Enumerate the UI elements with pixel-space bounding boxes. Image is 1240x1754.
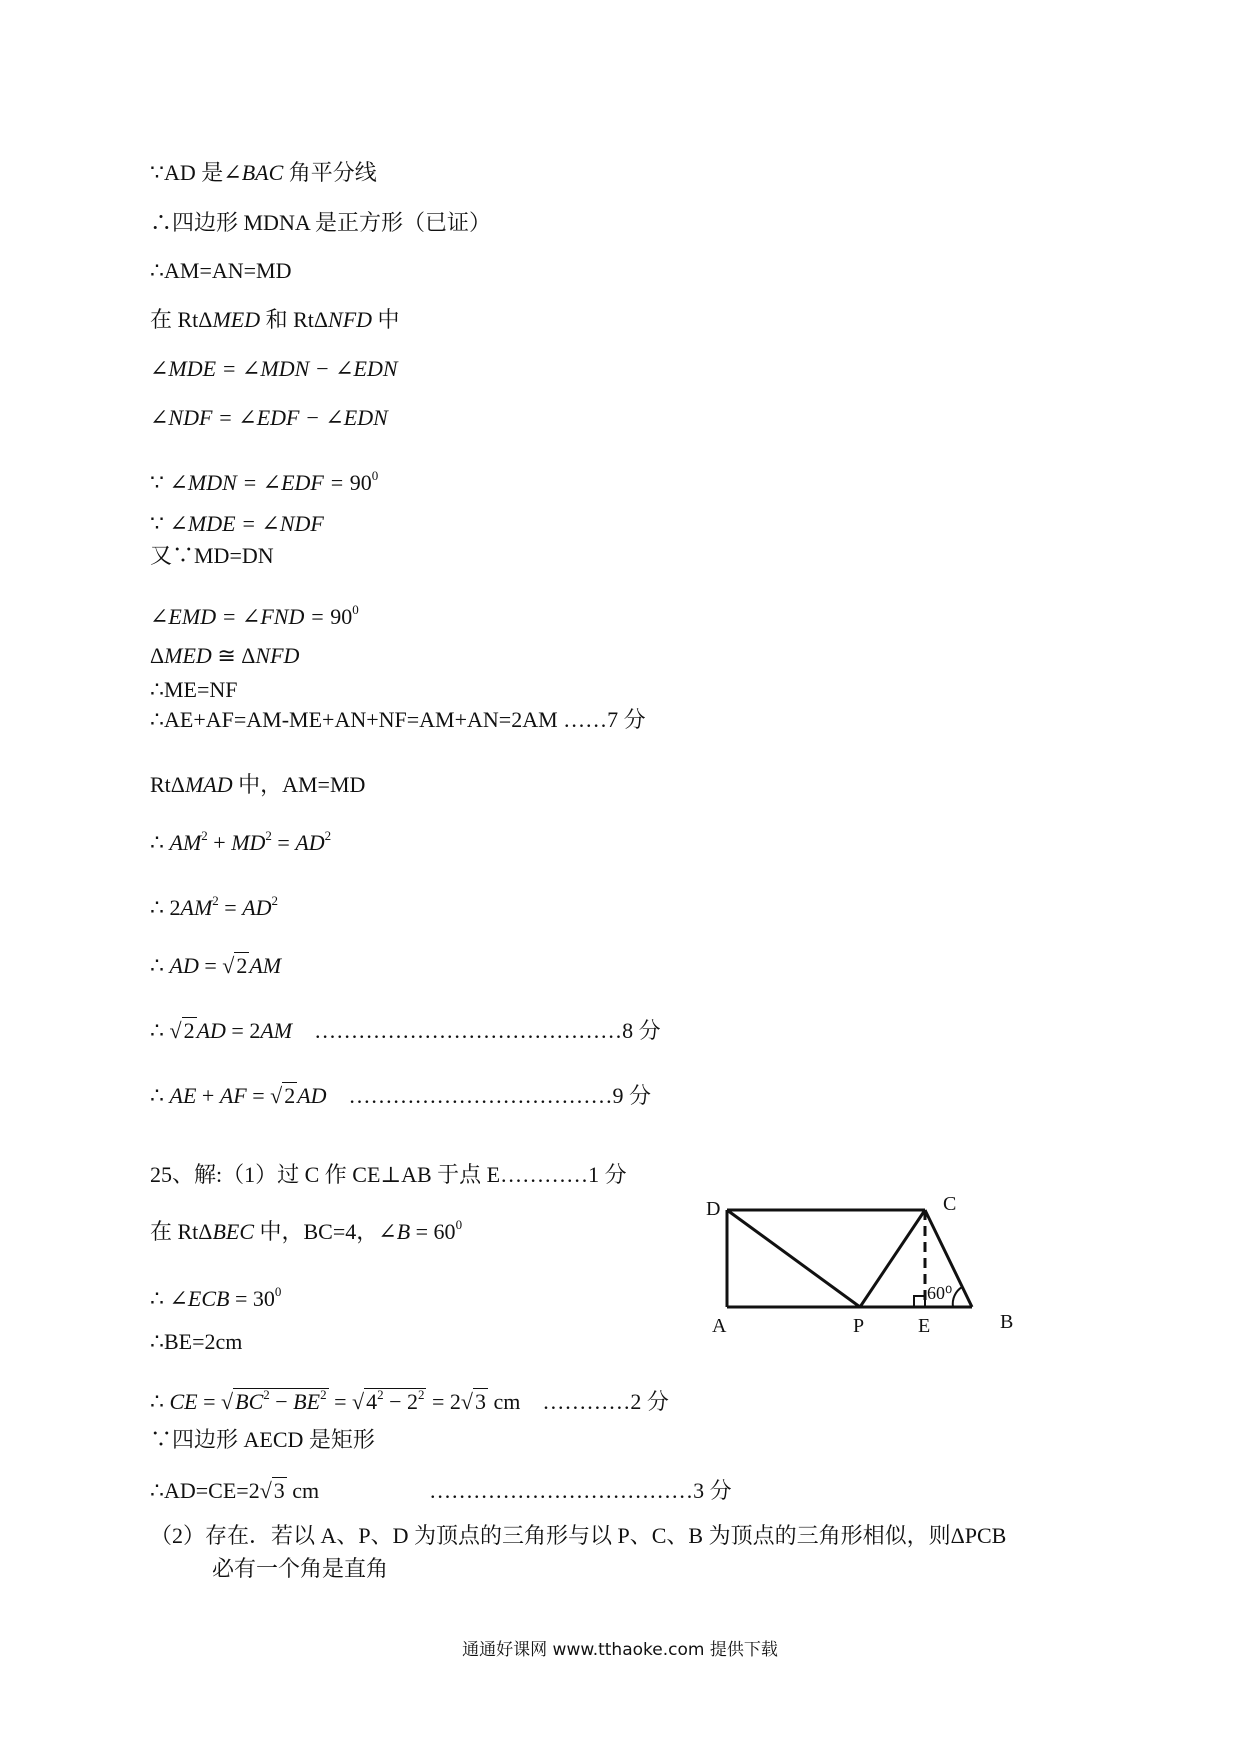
label-angle: 60⁰ bbox=[927, 1283, 953, 1303]
line-14: RtΔMAD 中，AM=MD bbox=[150, 772, 366, 797]
footer: 通通好课网 www.tthaoke.com 提供下载 bbox=[462, 1640, 778, 1660]
line-21: 在 RtΔBEC 中，BC=4，∠B = $60^0$ bbox=[150, 1217, 463, 1244]
line-24: ∴ CE = $√BC^2 - BE^2 = √4^2 - 2^2 = 2√3$ cm …………2 分 bbox=[150, 1387, 669, 1414]
line-12: ∴ME=NF bbox=[150, 677, 238, 702]
line-2: ∴四边形 MDNA 是正方形（已证） bbox=[150, 210, 492, 235]
line-25: ∵四边形 AECD 是矩形 bbox=[150, 1427, 375, 1452]
line-16: ∴ $2AM^2 = AD^2$ bbox=[150, 893, 279, 920]
geometry-figure bbox=[700, 1195, 1030, 1345]
segment-dp bbox=[727, 1210, 860, 1307]
line-10: ∠EMD = ∠FND = $90^0$ bbox=[150, 602, 359, 629]
line-28: 必有一个角是直角 bbox=[212, 1556, 389, 1581]
angle-arc bbox=[953, 1287, 962, 1307]
label-p: P bbox=[853, 1315, 865, 1337]
label-b: B bbox=[1000, 1311, 1014, 1333]
line-19: ∴ AE + AF = √2AD ………………………………9 分 bbox=[150, 1083, 652, 1108]
label-d: D bbox=[706, 1198, 721, 1220]
line-7: ∵ ∠MDN = ∠EDF = $90^0$ bbox=[150, 468, 379, 495]
right-angle-mark bbox=[914, 1296, 925, 1307]
line-27: （2）存在．若以 A、P、D 为顶点的三角形与以 P、C、B 为顶点的三角形相似，则ΔPCB bbox=[150, 1523, 1007, 1548]
line-20: 25、解:（1）过 C 作 CE⊥AB 于点 E…………1 分 bbox=[150, 1162, 627, 1187]
line-1: ∵AD 是∠BAC 角平分线 bbox=[150, 160, 377, 185]
label-c: C bbox=[943, 1195, 957, 1215]
line-18: ∴ √2AD = 2AM ……………………………………8 分 bbox=[150, 1018, 661, 1043]
line-8: ∵ ∠MDE = ∠NDF bbox=[150, 511, 324, 536]
line-4: 在 RtΔMED 和 RtΔNFD 中 bbox=[150, 307, 400, 332]
line-26: ∴AD=CE=2√3 cm ………………………………3 分 bbox=[150, 1478, 732, 1503]
line-13: ∴AE+AF=AM-ME+AN+NF=AM+AN=2AM ……7 分 bbox=[150, 707, 646, 732]
line-23: ∴BE=2cm bbox=[150, 1329, 243, 1354]
line-17: ∴ AD = √2AM bbox=[150, 953, 282, 978]
segment-pc bbox=[860, 1210, 925, 1307]
line-11: ΔMED ≅ ΔNFD bbox=[150, 643, 300, 668]
line-3: ∴AM=AN=MD bbox=[150, 258, 292, 283]
label-a: A bbox=[712, 1315, 727, 1337]
label-e: E bbox=[918, 1315, 931, 1337]
line-22: ∴ ∠ECB = $30^0$ bbox=[150, 1284, 282, 1311]
line-5: ∠MDE = ∠MDN − ∠EDN bbox=[150, 356, 398, 381]
line-15: ∴ $AM^2 + MD^2 = AD^2$ bbox=[150, 828, 332, 855]
line-9: 又∵MD=DN bbox=[150, 543, 274, 568]
line-6: ∠NDF = ∠EDF − ∠EDN bbox=[150, 405, 388, 430]
